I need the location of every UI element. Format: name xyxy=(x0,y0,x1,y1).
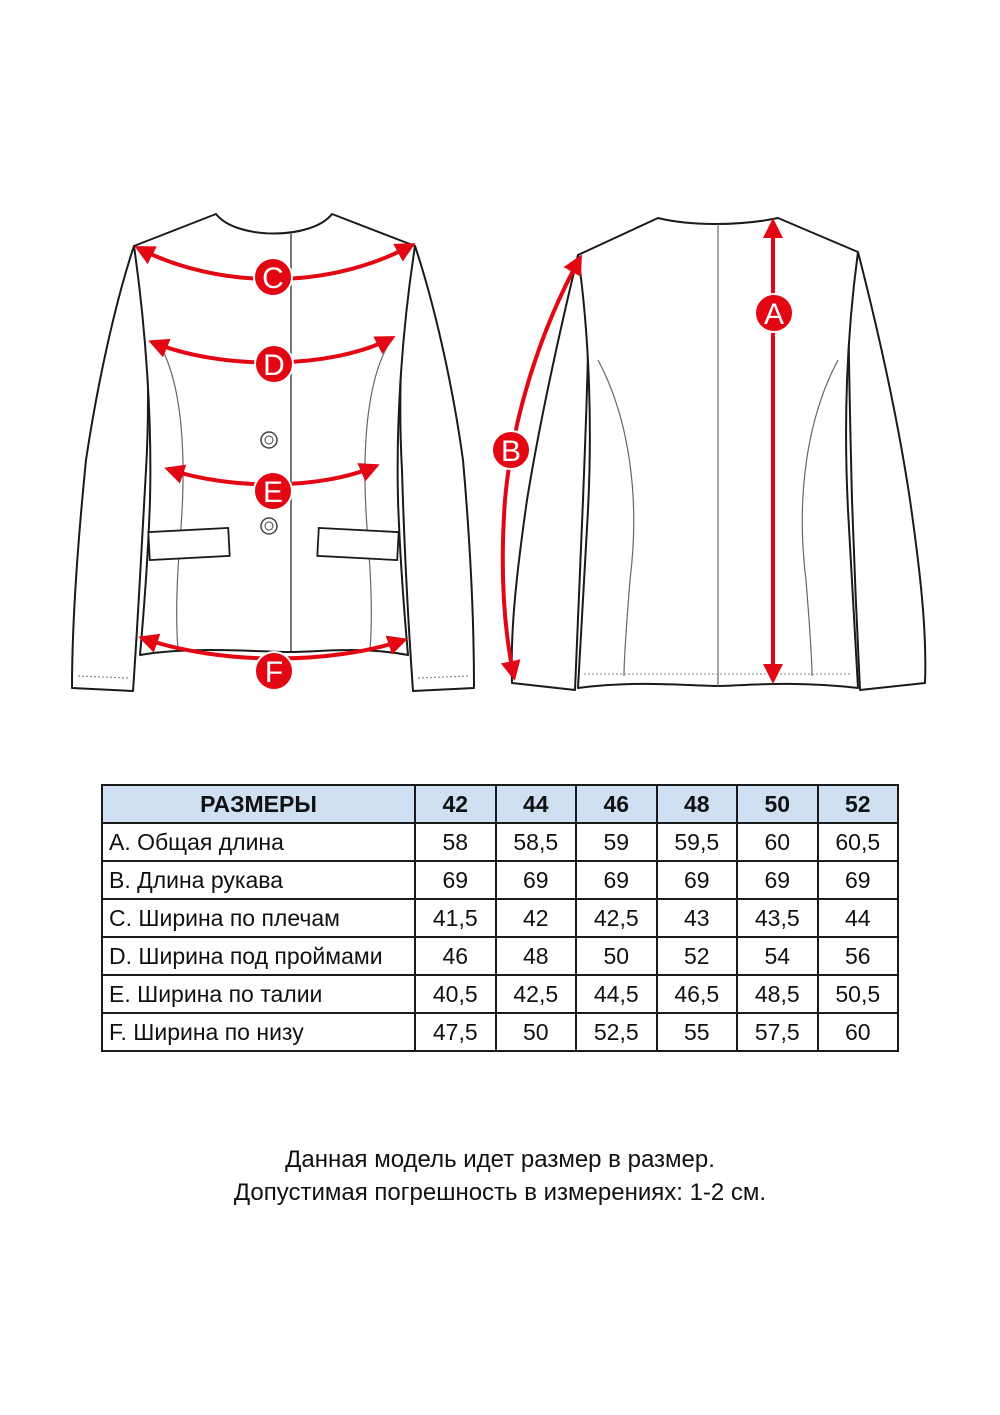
fit-note: Данная модель идет размер в размер. xyxy=(285,1146,715,1173)
measure-name: F. Ширина по низу xyxy=(102,1013,415,1051)
measure-value: 57,5 xyxy=(737,1013,818,1051)
label-f xyxy=(255,652,293,690)
measure-name: C. Ширина по плечам xyxy=(102,899,415,937)
measure-value: 52,5 xyxy=(576,1013,657,1051)
measure-value: 69 xyxy=(737,861,818,899)
measure-value: 44 xyxy=(818,899,899,937)
measure-value: 50,5 xyxy=(818,975,899,1013)
size-header-row xyxy=(102,785,898,823)
measure-value: 69 xyxy=(657,861,738,899)
measure-value: 56 xyxy=(818,937,899,975)
table-row xyxy=(102,823,898,861)
size-header-48: 48 xyxy=(657,785,738,823)
size-header-52: 52 xyxy=(818,785,899,823)
size-chart-table xyxy=(101,784,899,1052)
measure-value: 69 xyxy=(496,861,577,899)
measure-value: 43 xyxy=(657,899,738,937)
measure-value: 54 xyxy=(737,937,818,975)
measure-value: 58 xyxy=(415,823,496,861)
svg-text:C: C xyxy=(262,262,284,295)
svg-text:D: D xyxy=(263,349,285,382)
measure-name: E. Ширина по талии xyxy=(102,975,415,1013)
size-header-label: РАЗМЕРЫ xyxy=(102,785,415,823)
table-row xyxy=(102,861,898,899)
measure-value: 42 xyxy=(496,899,577,937)
measure-value: 48,5 xyxy=(737,975,818,1013)
measure-value: 47,5 xyxy=(415,1013,496,1051)
measure-value: 42,5 xyxy=(576,899,657,937)
measure-value: 44,5 xyxy=(576,975,657,1013)
measure-value: 60,5 xyxy=(818,823,899,861)
measure-value: 59,5 xyxy=(657,823,738,861)
measure-value: 46,5 xyxy=(657,975,738,1013)
label-e xyxy=(254,472,292,510)
measure-value: 69 xyxy=(415,861,496,899)
measure-value: 59 xyxy=(576,823,657,861)
measure-value: 55 xyxy=(657,1013,738,1051)
table-row xyxy=(102,1013,898,1051)
measure-name: B. Длина рукава xyxy=(102,861,415,899)
measure-value: 48 xyxy=(496,937,577,975)
measure-name: D. Ширина под проймами xyxy=(102,937,415,975)
measure-value: 50 xyxy=(496,1013,577,1051)
measure-value: 52 xyxy=(657,937,738,975)
measure-value: 58,5 xyxy=(496,823,577,861)
jacket-measurement-diagram xyxy=(0,180,1000,740)
measure-value: 46 xyxy=(415,937,496,975)
svg-text:A: A xyxy=(763,298,785,331)
tolerance-note: Допустимая погрешность в измерениях: 1-2 см. xyxy=(233,1179,767,1206)
table-row xyxy=(102,937,898,975)
measure-value: 41,5 xyxy=(415,899,496,937)
label-a xyxy=(755,294,793,332)
size-header-42: 42 xyxy=(415,785,496,823)
measure-value: 60 xyxy=(737,823,818,861)
label-c xyxy=(254,258,292,296)
svg-text:B: B xyxy=(500,435,522,468)
measure-value: 69 xyxy=(576,861,657,899)
measure-value: 50 xyxy=(576,937,657,975)
size-header-46: 46 xyxy=(576,785,657,823)
table-row xyxy=(102,899,898,937)
measure-name: A. Общая длина xyxy=(102,823,415,861)
size-header-50: 50 xyxy=(737,785,818,823)
label-b xyxy=(492,431,530,469)
measure-value: 40,5 xyxy=(415,975,496,1013)
measure-value: 69 xyxy=(818,861,899,899)
measure-value: 42,5 xyxy=(496,975,577,1013)
measure-value: 43,5 xyxy=(737,899,818,937)
table-row xyxy=(102,975,898,1013)
svg-text:F: F xyxy=(264,656,284,689)
label-d xyxy=(255,345,293,383)
measure-value: 60 xyxy=(818,1013,899,1051)
svg-text:E: E xyxy=(262,476,284,509)
size-header-44: 44 xyxy=(496,785,577,823)
